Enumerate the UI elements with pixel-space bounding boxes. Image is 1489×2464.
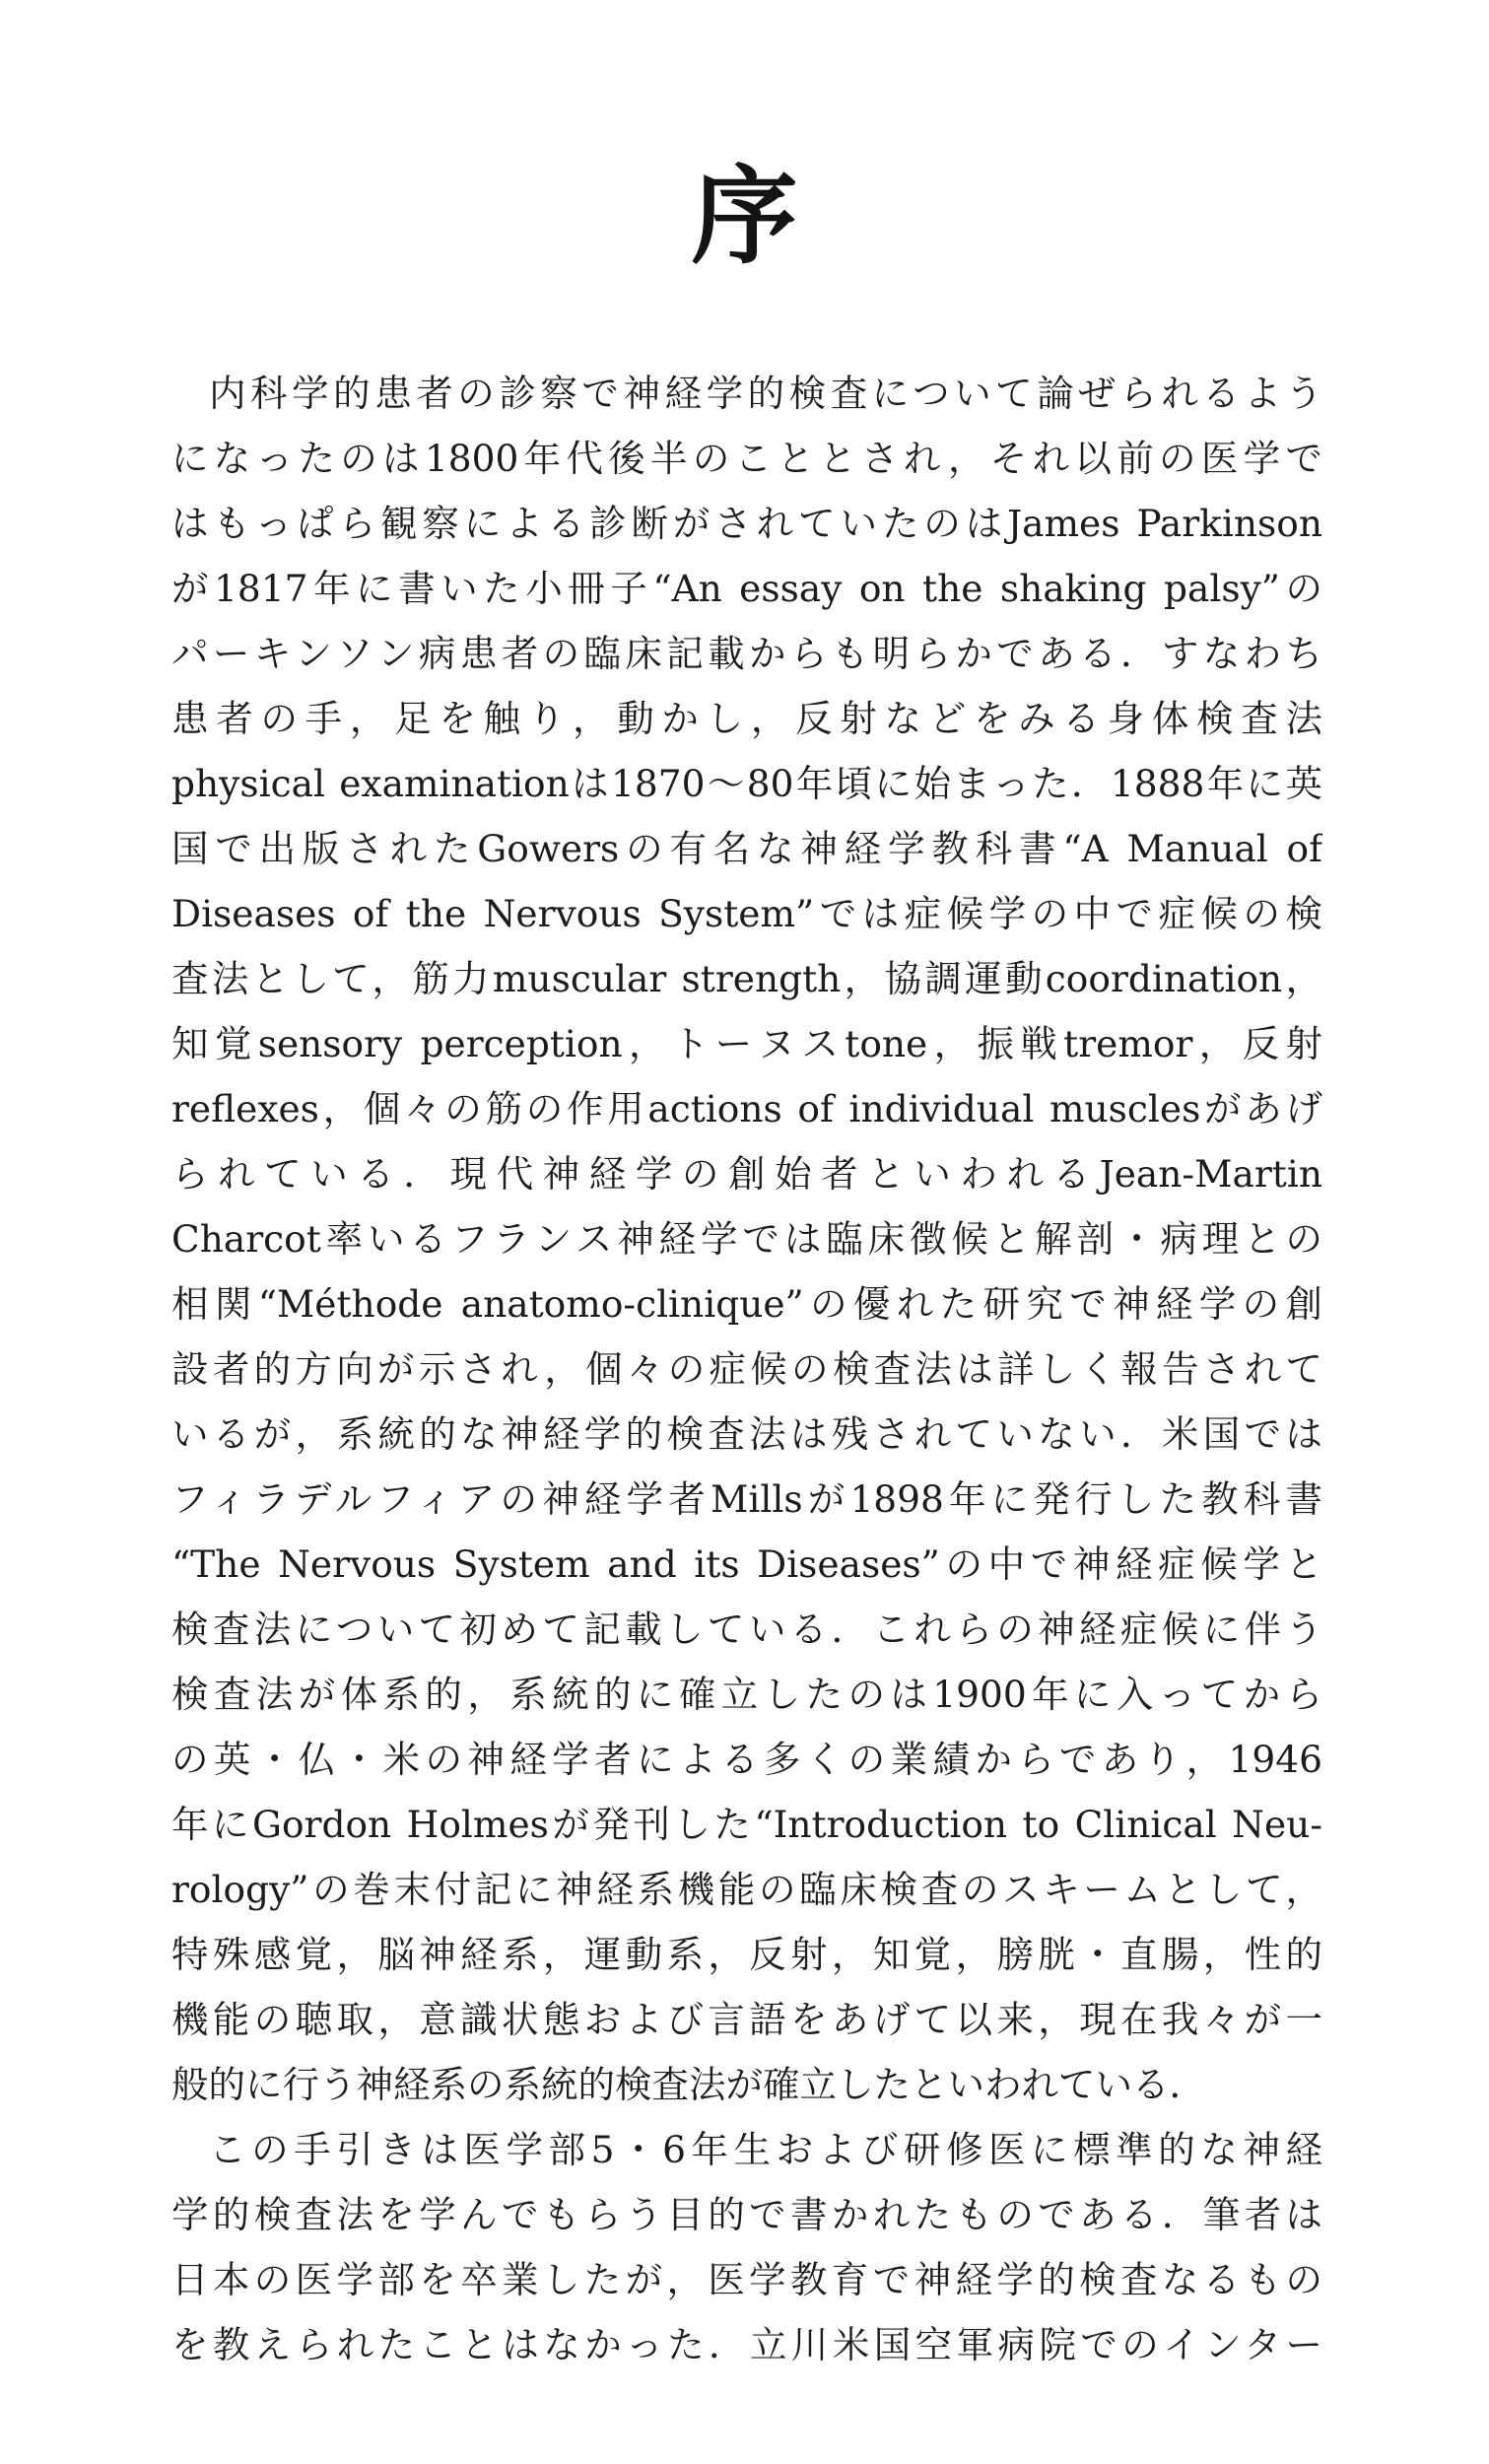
text-line: になったのは1800年代後半のこととされ，それ以前の医学で — [171, 437, 1322, 480]
text-line: 学的検査法を学んでもらう目的で書かれたものである．筆者は — [171, 2193, 1322, 2236]
text-line: 検査法が体系的，系統的に確立したのは1900年に入ってから — [171, 1673, 1322, 1716]
text-line: を教えられたことはなかった．立川米国空軍病院でのインター — [171, 2323, 1322, 2366]
text-line: られている．現代神経学の創始者といわれるJean-Martin — [171, 1152, 1322, 1196]
text-line: が1817年に書いた小冊子“An essay on the shaking palsy”の — [171, 567, 1322, 610]
text-line: 内科学的患者の診察で神経学的検査について論ぜられるよう — [209, 372, 1322, 415]
text-line: physical examinationは1870〜80年頃に始まった．1888年に英 — [171, 762, 1322, 805]
text-line: 機能の聴取，意識状態および言語をあげて以来，現在我々が一 — [171, 1998, 1322, 2041]
text-line: いるが，系統的な神経学的検査法は残されていない．米国では — [171, 1412, 1322, 1456]
text-line: 般的に行う神経系の系統的検査法が確立したといわれている． — [171, 2063, 1206, 2106]
text-line: 知覚sensory perception，トーヌスtone，振戦tremor，反射 — [171, 1022, 1322, 1065]
text-line: フィラデルフィアの神経学者Millsが1898年に発行した教科書 — [171, 1477, 1322, 1521]
text-line: 患者の手，足を触り，動かし，反射などをみる身体検査法 — [171, 697, 1322, 740]
text-line: rology”の巻末付記に神経系機能の臨床検査のスキームとして， — [171, 1868, 1322, 1911]
text-line: Diseases of the Nervous System”では症候学の中で症候の検 — [171, 892, 1322, 935]
text-line: reflexes，個々の筋の作用actions of individual musclesがあげ — [171, 1087, 1322, 1130]
text-line: 年にGordon Holmesが発刊した“Introduction to Clinical Neu- — [171, 1803, 1322, 1846]
text-line: “The Nervous System and its Diseases”の中で神経症候学と — [171, 1542, 1322, 1586]
text-line: 相関“Méthode anatomo-clinique”の優れた研究で神経学の創 — [171, 1282, 1322, 1326]
paragraph-2 — [171, 2117, 1322, 2377]
text-line: パーキンソン病患者の臨床記載からも明らかである．すなわち — [171, 632, 1322, 675]
text-line: の英・仏・米の神経学者による多くの業績からであり，1946 — [171, 1738, 1322, 1781]
text-line: 日本の医学部を卒業したが，医学教育で神経学的検査なるもの — [171, 2258, 1322, 2301]
text-line: Charcot率いるフランス神経学では臨床徴候と解剖・病理との — [171, 1217, 1322, 1261]
text-line: 設者的方向が示され，個々の症候の検査法は詳しく報告されて — [171, 1347, 1322, 1391]
text-line: はもっぱら観察による診断がされていたのはJames Parkinson — [171, 502, 1322, 545]
text-line: 国で出版されたGowersの有名な神経学教科書“A Manual of — [171, 827, 1322, 870]
text-line: 特殊感覚，脳神経系，運動系，反射，知覚，膀胱・直腸，性的 — [171, 1933, 1322, 1976]
text-line: 検査法について初めて記載している．これらの神経症候に伴う — [171, 1608, 1322, 1651]
paragraph-1 — [171, 361, 1322, 2117]
text-line: 査法として，筋力muscular strength，協調運動coordination， — [171, 957, 1322, 1000]
page-title: 序 — [691, 155, 798, 279]
preface-body — [171, 361, 1322, 2377]
text-line: この手引きは医学部5・6年生および研修医に標準的な神経 — [209, 2128, 1322, 2171]
